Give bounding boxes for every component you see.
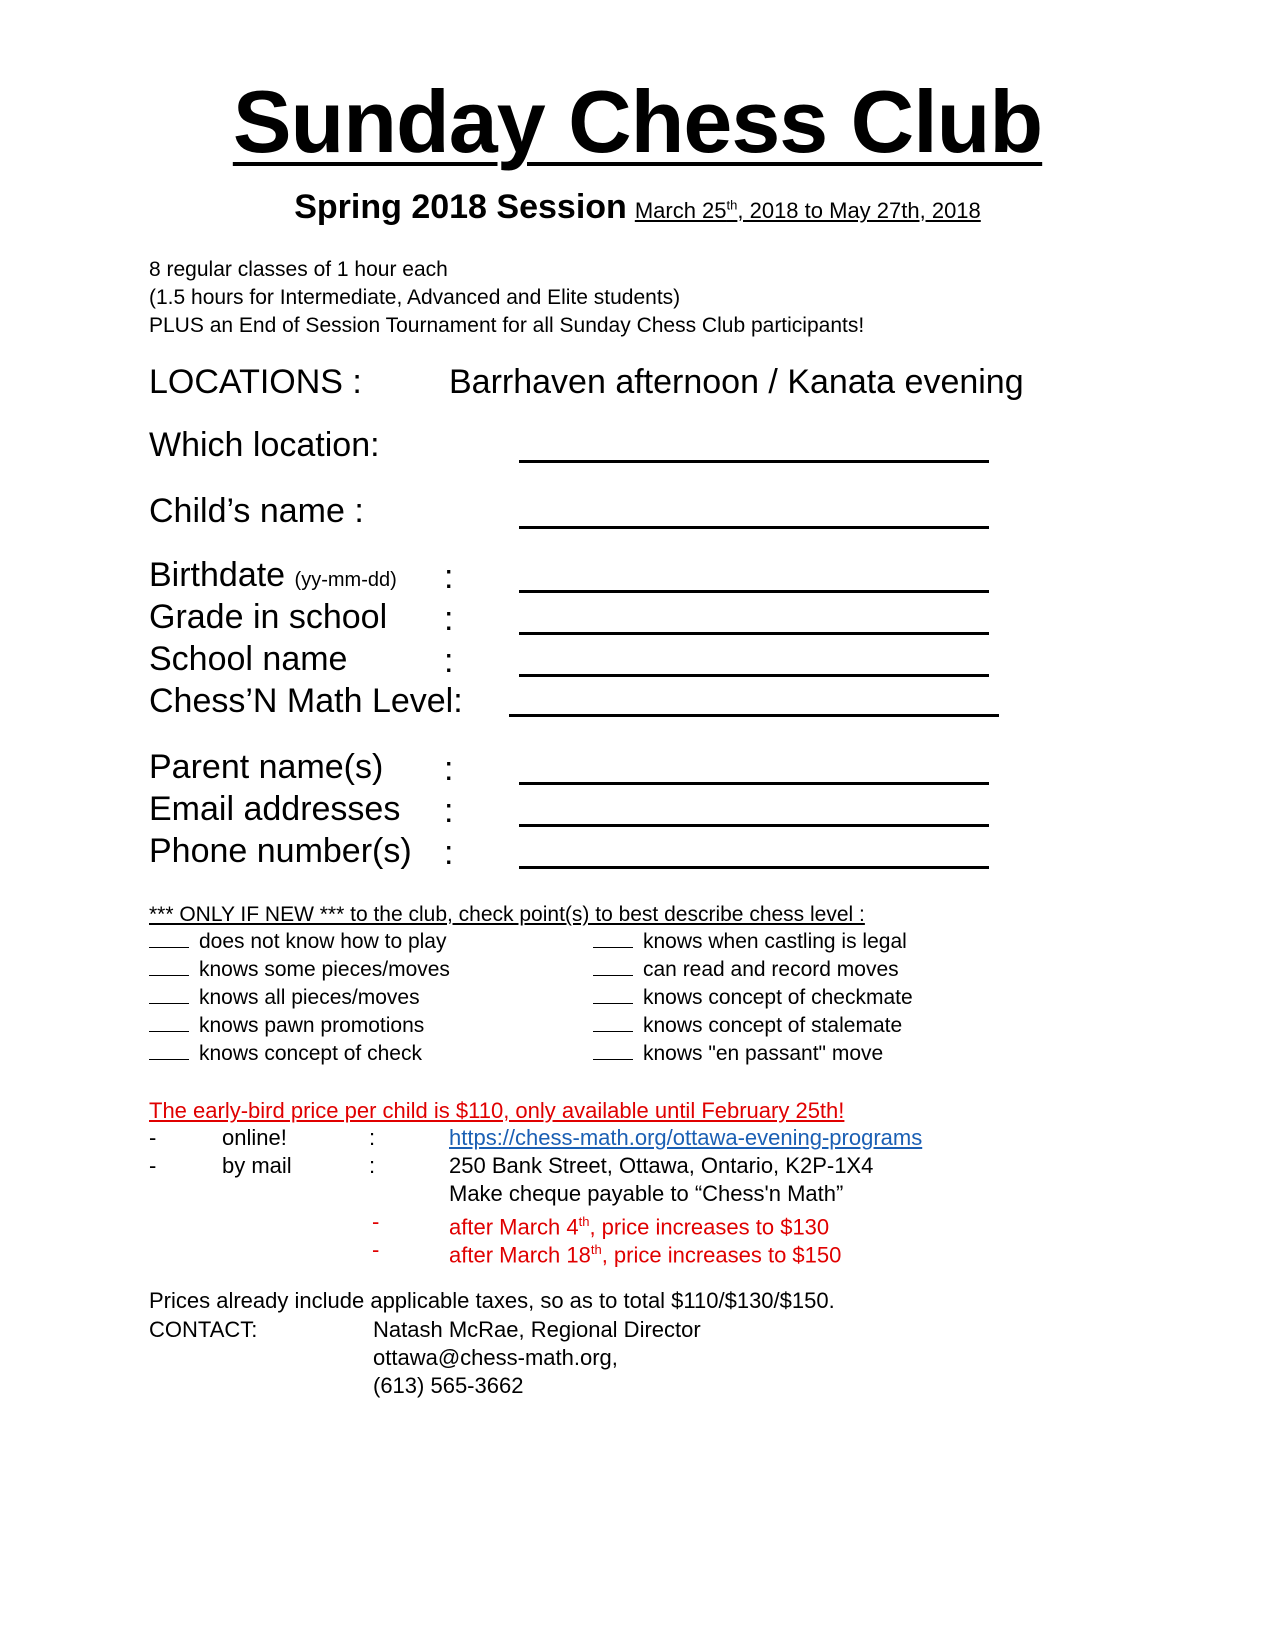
locations-label: LOCATIONS : xyxy=(149,363,362,401)
price-step-1: after March 4th, price increases to $130 xyxy=(449,1214,830,1240)
session-name: Spring 2018 Session xyxy=(294,188,627,226)
check-blank[interactable] xyxy=(593,985,633,1004)
email-field[interactable] xyxy=(519,824,989,827)
check-blank[interactable] xyxy=(593,957,633,976)
new-students-heading: *** ONLY IF NEW *** to the club, check point(s) to best describe chess level : xyxy=(149,903,865,926)
which-location-field[interactable] xyxy=(519,460,989,463)
checklist-item[interactable]: knows pawn promotions xyxy=(149,1012,450,1040)
grade-field[interactable] xyxy=(519,632,989,635)
mail-address: 250 Bank Street, Ottawa, Ontario, K2P-1X4 xyxy=(449,1153,874,1178)
email-label: Email addresses xyxy=(149,790,401,828)
which-location-label: Which location: xyxy=(149,426,380,464)
check-blank[interactable] xyxy=(593,1041,633,1060)
child-name-label: Child’s name : xyxy=(149,492,364,530)
birthdate-label: Birthdate (yy-mm-dd) xyxy=(149,556,397,594)
locations-value: Barrhaven afternoon / Kanata evening xyxy=(449,363,1024,401)
early-bird-notice: The early-bird price per child is $110, only available until February 25th! xyxy=(149,1098,845,1123)
checklist-item[interactable]: does not know how to play xyxy=(149,928,450,956)
session-subtitle xyxy=(0,190,1275,224)
online-colon: : xyxy=(369,1125,376,1150)
parent-colon: : xyxy=(444,750,454,788)
school-colon: : xyxy=(444,642,454,680)
checklist-item[interactable]: can read and record moves xyxy=(593,956,913,984)
online-label: online! xyxy=(222,1125,287,1150)
level-field[interactable] xyxy=(509,714,999,717)
checklist-item[interactable]: knows when castling is legal xyxy=(593,928,913,956)
phone-field[interactable] xyxy=(519,866,989,869)
mail-label: by mail xyxy=(222,1153,292,1178)
online-link[interactable]: https://chess-math.org/ottawa-evening-programs xyxy=(449,1125,923,1150)
mail-dash: - xyxy=(149,1153,157,1178)
check-blank[interactable] xyxy=(149,985,189,1004)
intro-line: 8 regular classes of 1 hour each xyxy=(149,258,448,281)
checklist-item[interactable]: knows "en passant" move xyxy=(593,1040,913,1068)
checklist-left xyxy=(149,928,450,1068)
check-blank[interactable] xyxy=(149,957,189,976)
checklist-right xyxy=(593,928,913,1068)
grade-label: Grade in school xyxy=(149,598,388,636)
phone-label: Phone number(s) xyxy=(149,832,412,870)
price-step-dash: - xyxy=(372,1237,380,1262)
checklist-item[interactable]: knows concept of check xyxy=(149,1040,450,1068)
birthdate-field[interactable] xyxy=(519,590,989,593)
price-step-dash: - xyxy=(372,1209,380,1234)
contact-email[interactable]: ottawa@chess-math.org, xyxy=(373,1345,618,1370)
grade-colon: : xyxy=(444,600,454,638)
child-name-field[interactable] xyxy=(519,526,989,529)
page-title: Sunday Chess Club xyxy=(232,72,1043,171)
check-blank[interactable] xyxy=(149,1013,189,1032)
check-blank[interactable] xyxy=(149,1041,189,1060)
intro-text xyxy=(149,256,864,340)
checklist-item[interactable]: knows all pieces/moves xyxy=(149,984,450,1012)
level-label: Chess’N Math Level: xyxy=(149,682,463,720)
contact-name: Natash McRae, Regional Director xyxy=(373,1317,701,1342)
prices-note: Prices already include applicable taxes, so as to total $110/$130/$150. xyxy=(149,1288,835,1313)
birthdate-format: (yy-mm-dd) xyxy=(294,569,397,591)
check-blank[interactable] xyxy=(593,929,633,948)
phone-colon: : xyxy=(444,834,454,872)
intro-line: (1.5 hours for Intermediate, Advanced and Elite students) xyxy=(149,286,681,309)
checklist-item[interactable]: knows concept of checkmate xyxy=(593,984,913,1012)
check-blank[interactable] xyxy=(149,929,189,948)
checklist-item[interactable]: knows concept of stalemate xyxy=(593,1012,913,1040)
checklist-item[interactable]: knows some pieces/moves xyxy=(149,956,450,984)
birthdate-colon: : xyxy=(444,558,454,596)
parent-field[interactable] xyxy=(519,782,989,785)
school-field[interactable] xyxy=(519,674,989,677)
school-label: School name xyxy=(149,640,348,678)
session-dates: March 25th, 2018 to May 27th, 2018 xyxy=(634,197,981,223)
email-colon: : xyxy=(444,792,454,830)
intro-line: PLUS an End of Session Tournament for all Sunday Chess Club participants! xyxy=(149,314,865,337)
cheque-note: Make cheque payable to “Chess'n Math” xyxy=(449,1181,844,1206)
mail-colon: : xyxy=(369,1153,376,1178)
online-dash: - xyxy=(149,1125,157,1150)
parent-label: Parent name(s) xyxy=(149,748,384,786)
check-blank[interactable] xyxy=(593,1013,633,1032)
contact-label: CONTACT: xyxy=(149,1317,258,1342)
price-step-2: after March 18th, price increases to $150 xyxy=(449,1242,842,1268)
contact-phone: (613) 565-3662 xyxy=(373,1373,524,1398)
